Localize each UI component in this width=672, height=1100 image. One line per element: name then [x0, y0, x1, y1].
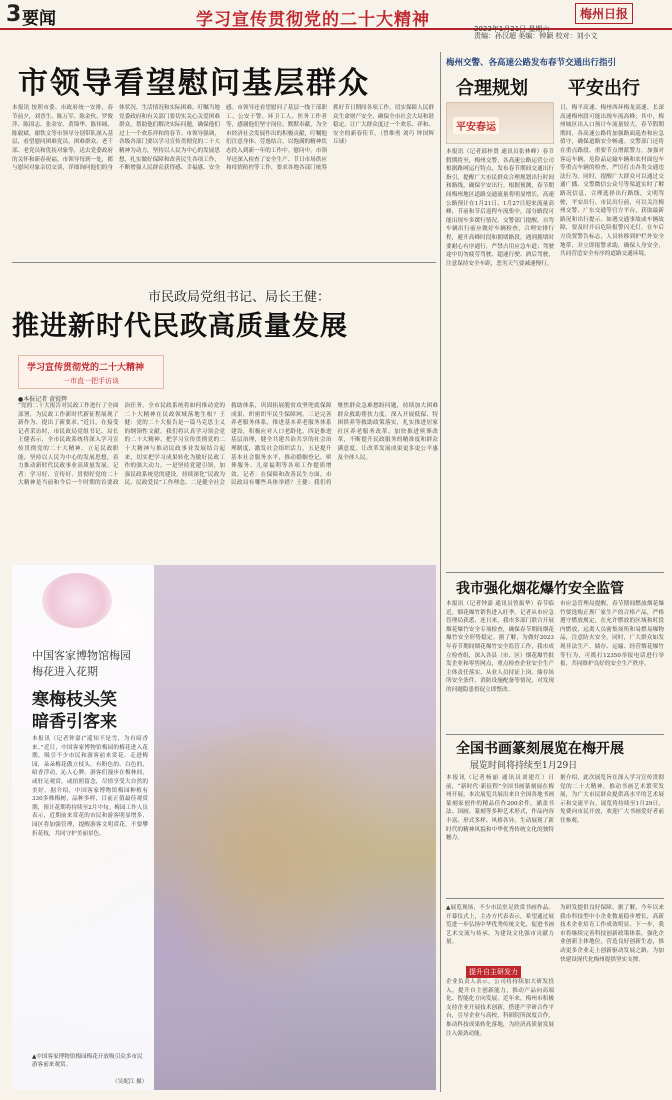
article2-headline: 推进新时代民政高质量发展	[12, 311, 348, 342]
safety-body-right: 市应急管理局提醒，春节期间燃放烟花爆竹要选购正规厂家生产的合格产品，严格遵守燃放规定，在允许燃放的区域和时段内燃放，远离人员密集场所和易燃易爆物品，注意防火安全。同时，广大群众如发现非法生产、储存、运输、经营烟花爆竹等行为，可拨打12350举报电话进行举报，共同维护良好的安全生产秩序。	[560, 601, 664, 668]
spring-travel-photo	[446, 102, 554, 144]
feature-kicker-2: 梅花进入花期	[32, 665, 98, 678]
column-divider	[440, 52, 441, 1092]
traffic-body-right: 日，梅平高速、梅州西环梅龙高速、长深高速梅州段可能出现车流高峰；其中，梅州城区出入口预计车流量较大。春节假期期间，各高速公路将加强路面巡查和应急值守，确保道路安全畅通。交警部门还将在重点路段、重要节点增派警力，加强对客运车辆、危险品运输车辆和农村面包车等重点车辆的检查，严厉打击各类交通违法行为。同时，提醒广大群众可以通过交通广播、交警微信公众号等渠道实时了解路况信息，合理选择出行路线，文明驾驶，平安出行。市民出行前，可以关注梅州交警、广东交通等官方平台，获取最新路况和出行提示。如遇交通事故或车辆故障，要及时开启危险报警闪光灯，在车后方设置警告标志，人员转移到护栏外安全地带，并立即报警求助，确保人身安全，共同营造安全有序的道路交通环境。	[560, 105, 664, 258]
feature-author: （吴妮江 摄）	[112, 1079, 148, 1085]
article2-body: “党的二十大报告对民政工作进行了全面部署，为民政工作新时代新征程展现了新作为、提出了新要求。”近日，在接受记者采访时，市民政局党组书记、局长王健表示，全市民政系统将深入学习宣传贯彻党的二十大精神，立足民政职能，坚持以人民为中心的发展思想，着力推动新时代民政事业高质量发展。记者：学习好、宣传好、贯彻好党的二十大精神是当前和今后一个时期的首要政治任务。全市民政系统将如何推动党的二十大精神在民政领域落地生根？王健：党的二十大报告是一篇马克思主义的纲领性文献。我们将认真学习领会党的二十大精神，把学习宣传贯彻党的二十大精神与推动民政事业发展结合起来，切实把学习成果转化为做好民政工作的强大动力。一是坚持党建引领，加强民政系统党的建设，持续深化“民政为民、民政爱民”工作理念。二是健全社会救助体系，巩固拓展脱贫攻坚兜底保障成果，织密织牢民生保障网。三是完善养老服务体系，推进基本养老服务体系建设，积极应对人口老龄化。四是推进基层治理，健全共建共治共享的社会治理制度，激发社会组织活力。五是提升基本社会服务水平，推动婚姻登记、殡葬服务、儿童福利等各项工作提质增效。记者：在保障和改善民生方面，市民政局有哪些具体举措？王健：我们将聚焦群众急难愁盼问题，持续加大困难群众救助帮扶力度，深入开展低保、特困供养等救助政策落实，扎实推进居家社区养老服务改革，加快推进殡葬改革，不断提升民政服务的精准度和群众满意度，让改革发展成果更多更公平惠及全体人民。	[18, 403, 438, 487]
bottom-body-right: 为研发提供良好保障。据了解，今年以来我市科技型中小企业数量稳步增长，高新技术企业培育工作成效明显。下一步，我市将继续完善科技创新政策体系，强化企业创新主体地位，营造良好创新生态，推动更多企业走上创新驱动发展之路，为加快建设现代化梅州提供坚实支撑。	[560, 905, 664, 963]
bottom-body-left: ▲展览现场，不少市民驻足欣赏书画作品。开幕仪式上，主办方代表表示，希望通过展览进一步弘扬中华优秀传统文化，促进书画艺术交流与传承，为建设文化强市贡献力量。	[446, 905, 554, 946]
plum-blossom-photo	[12, 565, 436, 1090]
bottom-body-left-2: 企业负责人表示，公司将持续加大研发投入，提升自主创新能力，推动产品向高端化、智能化方向发展。近年来，梅州市积极支持企业开展技术创新，搭建产学研合作平台，引导企业与高校、科研院所深度合作，推动科技成果转化落地，为经济高质量发展注入强劲动能。	[446, 979, 554, 1037]
article1-body: 本报讯 按照市委、市政府统一安排，春节前夕，刘晋生、陈万军、陈金伙、罗俊萍、陈国志、张金安、黄锦华、陈伟城、陈毅斌、谢铁文等市领导分别带队深入基层，看望慰问困难党员、困难群众、老干部、老党员和优抚对象等，送去党委政府的关怀和新春祝福。市领导每到一处，都与慰问对象亲切交谈，详细询问他们的身体状况、生活情况和实际困难，叮嘱当地党委政府和有关部门要切实关心关爱困难群众，帮助他们解决实际问题，确保他们过上一个欢乐祥和的春节。市领导强调，各级各部门要以学习宣传贯彻党的二十大精神为动力，坚持以人民为中心的发展思想，扎实做好保障和改善民生各项工作，不断增强人民群众获得感、幸福感、安全感。市领导还看望慰问了基层一线干部职工、公安干警、环卫工人、医务工作者等，感谢他们坚守岗位、默默奉献，为全市经济社会发展作出的积极贡献，叮嘱他们注意身体、劳逸结合，以饱满的精神状态投入到新一年的工作中。慰问中，市领导还深入检查了安全生产、节日市场供应和疫情防控等工作，要求各地各部门统筹抓好节日期间各项工作，切实保障人民群众生命财产安全，确保全市社会大局和谐稳定，让广大群众度过一个欢乐、祥和、安全的新春佳节。（曾维勇 刘巧 钟国辉 丘球）	[12, 105, 434, 172]
editors-line: 责编：孙汉超 美编：钟颖 校对：刘小文	[474, 32, 598, 40]
date-line: 2023年1月21日 星期六	[474, 25, 550, 33]
feature-title-1: 寒梅枝头笑	[32, 690, 117, 710]
exhibit-headline: 全国书画篆刻展览在梅开展	[456, 741, 624, 757]
series-badge	[18, 355, 164, 389]
series-badge-sub: 一市直一把手访谈	[63, 377, 119, 385]
divider	[446, 898, 664, 899]
safety-body-left: 本报讯（记者钟嘉 通讯员曾振华）春节临近，烟花爆竹销售进入旺季。记者从市应急管理局获悉，连日来，我市多部门联合开展烟花爆竹安全专项检查，确保春节期间烟花爆竹安全形势稳定。据了解，为做好2023年春节期间烟花爆竹安全监管工作，我市成立检查组，深入各县（市、区）烟花爆竹批发企业和零售网点，重点检查企业安全生产主体责任落实、从业人员持证上岗、储存场所安全条件、消防设施配备等情况，对发现的问题隐患督促立即整改。	[446, 601, 554, 693]
feature-text-panel	[12, 565, 154, 1090]
series-badge-title: 学习宣传贯彻党的二十大精神	[27, 363, 145, 373]
header-slogan: 学习宣传贯彻党的二十大精神	[196, 10, 430, 30]
feature-title-2: 暗香引客来	[32, 712, 117, 732]
traffic-title-part2: 平安出行	[568, 78, 640, 99]
traffic-title-part1: 合理规划	[456, 78, 528, 99]
feature-body: 本报讯（记者钟嘉)“遥知不是雪，为有暗香来。”近日，中国客家博物馆梅园的梅花进入花期，吸引不少市民和游客前来赏花。走进梅园，朵朵梅花傲立枝头，有粉色的、白色的，暗香浮动，沁人心脾。游客们漫步在梅林间，或驻足观赏，或拍照留念，尽情享受大自然的美好。据介绍，中国客家博物馆梅园种植有330多株梅树，品种多样，目前正值最佳观赏期，预计花期将持续至2月中旬。梅园工作人员表示，近期前来赏花的市民和游客明显增多，园区将加强管理，提醒游客文明赏花，不要攀折花枝，共同守护美丽景色。	[32, 736, 148, 837]
article2-kicker: 市民政局党组书记、局长王健：	[148, 290, 331, 305]
sub-heading: 提升自主研发力	[466, 966, 521, 978]
page-header	[0, 0, 672, 30]
divider	[446, 572, 664, 573]
traffic-body-left: 本报讯（记者邱梓贤 通讯员张林峰）春节假期将至，梅州交警、各高速公路运营公司根据路网运行特点，发布春节期间交通出行指引，提醒广大市民群众合理规划出行时间和路线，确保平安出行。根据预测，春节期间梅州地区道路交通流量将明显增长，高速公路预计在1月21日、1月27日迎来流量高峰，节前和节后返程车流集中，部分路段可能出现车多缓行情况。交警部门提醒，自驾车辆出行前应做好车辆检查，合理安排行程，避开高峰时段和拥堵路段，遇到拥堵时要耐心有序通行，严禁占用应急车道；驾驶途中切勿疲劳驾驶、超速行驶、酒后驾驶，注意保持安全车距，恶劣天气要减速慢行。	[446, 149, 554, 267]
exhibit-body-right: 据介绍，此次展览旨在深入学习宣传贯彻党的二十大精神，推动书画艺术繁荣发展，为广大市民群众提供高水平的艺术展示和交流平台。展览将持续至1月29日，免费向市民开放，欢迎广大书画爱好者前往参观。	[560, 775, 664, 824]
safety-headline: 我市强化烟花爆竹安全监管	[456, 581, 624, 597]
exhibit-body-left: 本报讯（记者杨丽 通讯员刘建红）日前，“新时代·新征程”全国书画篆刻展在梅州开展。本次展览共展出来自全国各地书画篆刻家创作的精品佳作200余件，涵盖书法、国画、篆刻等多种艺术形式，作品内容丰富、形式多样、风格各异，生动展现了新时代的精神风貌和中华优秀传统文化的独特魅力。	[446, 775, 554, 842]
divider	[446, 734, 664, 735]
article1-headline: 市领导看望慰问基层群众	[18, 66, 370, 101]
safe-travel-badge: 平安春运	[453, 117, 499, 134]
exhibit-subtitle: 展览时间将持续至1月29日	[470, 761, 578, 771]
article2-byline: ●本报记者 黄锐辉	[18, 396, 68, 403]
paper-logo: 梅州日报	[575, 3, 633, 24]
feature-caption: ▲中国客家博物馆梅园梅花开放吸引众多市民游客前来观赏。	[32, 1054, 143, 1068]
feature-kicker-1: 中国客家博物馆梅园	[32, 649, 131, 662]
divider	[12, 262, 436, 263]
section-name: 要闻	[22, 9, 56, 29]
blossom-decoration	[42, 573, 112, 628]
traffic-kicker: 梅州交警、各高速公路发布春节交通出行指引	[446, 58, 617, 68]
page-number: 3	[6, 2, 22, 27]
